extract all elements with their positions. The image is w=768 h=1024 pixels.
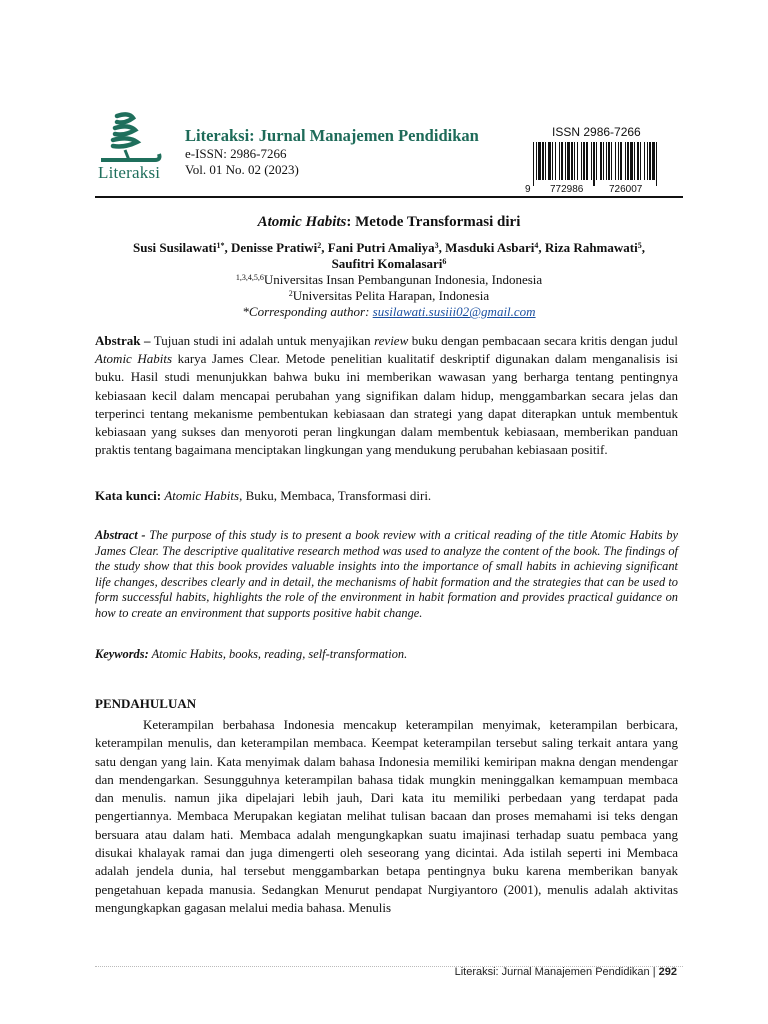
barcode-bar (538, 142, 541, 180)
eissn: e-ISSN: 2986-7266 (185, 146, 287, 161)
barcode-bar (536, 142, 537, 180)
email-link[interactable]: susilawati.susiii02@gmail.com (372, 304, 536, 319)
page-footer: Literaksi: Jurnal Manajemen Pendidikan | 292 (454, 966, 677, 978)
author-line-1: Susi Susilawati$^{1*}$, Denisse Pratiwi$^2$, Fani Putri Amaliya$^3$, Masduki Asbari$^4$, Riza Rahmawati$^5$, (133, 240, 645, 255)
issn-label: ISSN 2986-7266 (552, 125, 641, 139)
barcode-bar (577, 142, 578, 180)
barcode-bar (606, 142, 607, 180)
header-divider (95, 196, 683, 198)
barcode-bar (561, 142, 563, 180)
barcode-bar (649, 142, 651, 180)
barcode-bar (652, 142, 655, 180)
barcode-bar (611, 142, 612, 180)
barcode-bar (571, 142, 573, 180)
barcode-bar (634, 142, 635, 180)
journal-title: Literaksi: Jurnal Manajemen Pendidikan (185, 126, 479, 145)
barcode-bar (591, 142, 592, 180)
barcode-bar (630, 142, 633, 180)
barcode-bar (533, 142, 534, 186)
affiliation-1: $^{1,3,4,5,6}$Universitas Insan Pembangunan Indonesia, Indonesia (235, 272, 543, 287)
article-title (95, 214, 683, 231)
journal-info (185, 126, 479, 178)
barcode-bar (637, 142, 639, 180)
abstrak-label: Abstrak – (95, 333, 151, 348)
section-heading: PENDAHULUAN (95, 696, 197, 711)
kata-kunci: Kata kunci: Atomic Habits, Buku, Membaca, Transformasi diri. (95, 488, 432, 503)
keywords-label: Keywords: (95, 647, 149, 661)
barcode-bar (552, 142, 553, 180)
title-italic: Atomic Habits (257, 214, 347, 230)
title-rest: : Metode Transformasi diri (346, 214, 521, 230)
author-line-2: Saufitri Komalasari$^6$ (331, 256, 447, 271)
kata-kunci-label: Kata kunci: (95, 488, 162, 503)
barcode-bar (567, 142, 570, 180)
barcode-digit-left: 9 (525, 184, 531, 194)
barcode-bar (559, 142, 560, 180)
barcode-bar (620, 142, 622, 180)
barcode-bar (608, 142, 610, 180)
author-name: Susi Susilawati (133, 240, 217, 255)
footer-journal: Literaksi: Jurnal Manajemen Pendidikan (454, 966, 650, 978)
barcode-bar (555, 142, 556, 180)
barcode-bar (586, 142, 588, 180)
barcode-bar (640, 142, 641, 180)
author-name: Denisse Pratiwi (230, 240, 318, 255)
author-block (95, 240, 683, 320)
barcode-bar (656, 142, 657, 186)
barcode-bar (565, 142, 566, 180)
author-name: Masduki Asbari (445, 240, 535, 255)
barcode-bar (627, 142, 629, 180)
barcode-bar (574, 142, 575, 180)
barcode-bar (583, 142, 585, 180)
barcode-bar (581, 142, 582, 180)
barcode-bar (647, 142, 648, 180)
barcode-bar (600, 142, 602, 180)
section-body: Keterampilan berbahasa Indonesia mencakup keterampilan menyimak, keterampilan berbicara, keterampilan menulis, dan keterampilan membaca. Keempat keterampilan tersebut saling terkait antara yang satu dengan yang lain. Kata menyimak dalam bahasa Indonesia memiliki kemiripan makna dengan mendengar dan mendengarkan. Sesungguhnya keterampilan bahasa tidak mungkin meninggalkan kemampuan membaca dan menulis. namun jika dipelajari lebih jauh, Dari kata itu memiliki perbedaan yang terdapat pada pengertiannya. Membaca Merupakan kegiatan melihat tulisan bacaan dan proses memahami isi teks dengan bersuara atau dalam hati. Membaca adalah mengungkapkan suatu imajinasi terhadap suatu pembaca yang disukai khalayak ramai dan juga dimengerti oleh seseorang yang dicintai. Ada istilah seperti ini Membaca adalah jendela dunia, hal tersebut menggambarkan betapa pentingnya buku karena memberikan banyak pengetahuan kepada manusia. Sedangkan Menurut pendapat Nurgiyantoro (2001), menulis adalah aktivitas mengungkapkan gagasan melalui media bahasa. Menulis (95, 717, 678, 915)
barcode-image (523, 142, 663, 194)
abstrak-paragraph: Abstrak – Tujuan studi ini adalah untuk menyajikan review buku dengan pembacaan secara kritis dengan judul Atomic Habits karya James Clear. Metode penelitian kualitatif deskriptif digunakan dalam menganalisis isi buku. Hasil studi menunjukkan bahwa buku ini memberikan wawasan yang berharga tentang pentingnya kebiasaan kecil dalam mencapai perubahan yang signifikan dalam hidup, menggambarkan secara jelas dan terperinci tentang mekanisme pembentukan kebiasaan dan strategi yang dapat diterapkan untuk membentuk kebiasaan yang sukses dan menyoroti peran lingkungan dalam membentuk kebiasaan, memberikan panduan praktis tentang bagaimana menciptakan lingkungan yang mendukung perubahan kebiasaan positif. (95, 333, 678, 458)
barcode-bar (596, 142, 597, 180)
barcode-digits-right: 726007 (609, 184, 643, 194)
barcode-bar (644, 142, 645, 180)
barcode-bar (593, 142, 595, 186)
keywords: Keywords: Atomic Habits, books, reading, self-transformation. (95, 647, 408, 661)
barcode-bar (625, 142, 626, 180)
logo-wordmark: Literaksi (98, 163, 161, 182)
journal-header (95, 110, 682, 196)
author-name: Fani Putri Amaliya (327, 240, 435, 255)
abstract-english: Abstract - The purpose of this study is to present a book review with a critical reading of the title Atomic Habits by James Clear. The descriptive qualitative research method was used to analyze the content of the book. The findings of the study show that this book provides valuable insights into the importance of small habits in achieving significant life changes, describes clearly and in detail, the mechanisms of habit formation and the strategies that can be used to form successful habits, highlights the role of the environment in habit formation and provides practical guidance on how to create an environment that supports positive habit change. (95, 528, 678, 620)
barcode-bar (542, 142, 544, 180)
barcode-bar (545, 142, 546, 180)
barcode-bar (548, 142, 551, 180)
barcode-digits-mid: 772986 (550, 184, 584, 194)
abstract-label: Abstract - (95, 528, 146, 542)
affiliation-2: $^2$Universitas Pelita Harapan, Indonesia (288, 288, 490, 303)
barcode-bar (615, 142, 616, 180)
corresponding-author: *Corresponding author: susilawati.susiii02@gmail.com (242, 304, 536, 319)
barcode-bar (618, 142, 619, 180)
volume-issue: Vol. 01 No. 02 (2023) (185, 162, 299, 177)
author-name: Saufitri Komalasari (331, 256, 443, 271)
page-number: 292 (658, 966, 677, 978)
author-name: Riza Rahmawati (544, 240, 638, 255)
barcode-bar (603, 142, 604, 180)
